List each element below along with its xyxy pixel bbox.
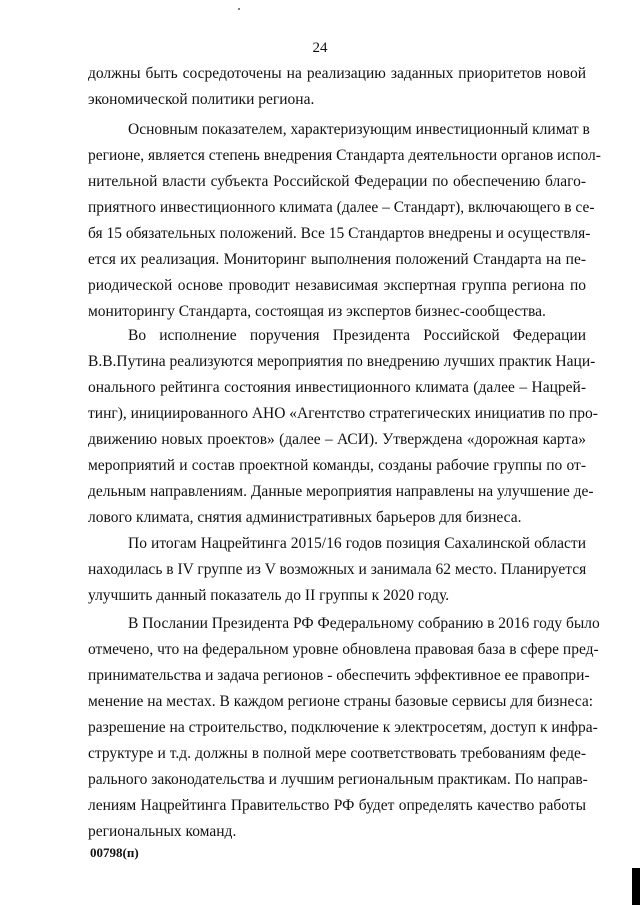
text-line: экономической политики региона. [88, 91, 315, 108]
scan-edge-mark [632, 868, 640, 905]
text-line: бя 15 обязательных положений. Все 15 Стандартов внедрены и осуществля- [88, 225, 591, 242]
text-line: тинг), инициированного АНО «Агентство стратегических инициатив по про- [88, 405, 598, 422]
page-number: 24 [312, 40, 328, 56]
text-line: приятного инвестиционного климата (далее – Стандарт), включающего в се- [88, 199, 595, 216]
text-line: улучшить данный показатель до II группы к 2020 году. [88, 587, 450, 604]
text-line: В.В.Путина реализуются мероприятия по внедрению лучших практик Наци- [88, 353, 596, 370]
text-line: нительной власти субъекта Российской Федерации по обеспечению благо- [88, 173, 586, 190]
document-code: 00798(п) [90, 845, 139, 860]
text-line: Основным показателем, характеризующим инвестиционный климат в [128, 121, 590, 138]
text-line: разрешение на строительство, подключение к электросетям, доступ к инфра- [88, 719, 598, 736]
text-line: мониторингу Стандарта, состоящая из экспертов бизнес-сообщества. [88, 303, 546, 320]
text-line: дельным направлениям. Данные мероприятия направлены на улучшение де- [88, 483, 594, 500]
text-line: региональных команд. [88, 823, 237, 840]
text-line: По итогам Нацрейтинга 2015/16 годов позиция Сахалинской области [128, 535, 586, 552]
text-line: лениям Нацрейтинга Правительство РФ будет определять качество работы [88, 797, 586, 814]
text-line: структуре и т.д. должны в полной мере соответствовать требованиям феде- [88, 745, 586, 762]
text-line: риодической основе проводит независимая экспертная группа региона по [88, 277, 586, 294]
text-line: онального рейтинга состояния инвестиционного климата (далее – Нацрей- [88, 379, 586, 396]
text-line: ется их реализация. Мониторинг выполнения положений Стандарта на пе- [88, 251, 586, 268]
text-line: отмечено, что на федеральном уровне обновлена правовая база в сфере пред- [88, 641, 599, 658]
text-line: мероприятий и состав проектной команды, созданы рабочие группы по от- [88, 457, 586, 474]
text-line: находилась в IV группе из V возможных и занимала 62 место. Планируется [88, 561, 587, 578]
text-line: менение на местах. В каждом регионе страны базовые сервисы для бизнеса: [88, 693, 594, 710]
text-line: регионе, является степень внедрения Стандарта деятельности органов испол- [88, 147, 601, 164]
text-line: принимательства и задача регионов - обеспечить эффективное ее правопри- [88, 667, 590, 684]
text-line: движению новых проектов» (далее – АСИ). Утверждена «дорожная карта» [88, 431, 586, 448]
scan-speck [238, 8, 240, 10]
text-line: рального законодательства и лучшим региональным практикам. По направ- [88, 771, 588, 788]
text-line: В Послании Президента РФ Федеральному собранию в 2016 году было [128, 615, 600, 632]
text-line: лового климата, снятия административных барьеров для бизнеса. [88, 509, 522, 526]
text-line: Во исполнение поручения Президента Российской Федерации [128, 327, 586, 344]
text-line: должны быть сосредоточены на реализацию заданных приоритетов новой [88, 65, 586, 82]
